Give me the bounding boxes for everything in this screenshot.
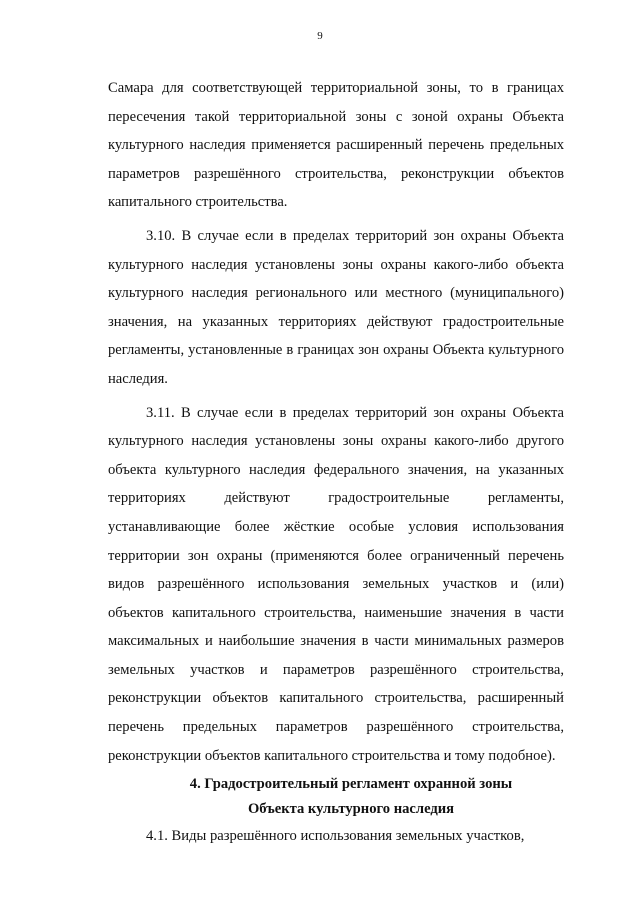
page-number: 9 bbox=[317, 30, 323, 42]
document-body bbox=[108, 74, 564, 851]
paragraph-continuation: Самара для соответствующей территориальной зоны, то в границах пересечения такой территориальной зоны с зоной охраны Объекта культурного наследия применяется расширенный перечень предельных параметров разрешённого строительства, реконструкции объектов капитального строительства. bbox=[108, 80, 564, 211]
section-heading bbox=[108, 772, 564, 822]
paragraph-3-11: 3.11. В случае если в пределах территорий зон охраны Объекта культурного наследия установлены зоны охраны какого-либо другого объекта культурного наследия федерального значения, на указанных территориях действуют градостроительные регламенты, устанавливающие более жёсткие особые условия использования территории зон охраны (применяются более ограниченный перечень видов разрешённого использования земельных участков и (или) объектов капитального строительства, наименьшие значения в части максимальных и наибольшие значения в части минимальных размеров земельных участков и параметров разрешённого строительства, реконструкции объектов капитального строительства, расширенный перечень предельных параметров разрешённого строительства, реконструкции объектов капитального строительства и тому подобное). bbox=[108, 404, 564, 764]
section-heading-line-2: Объекта культурного наследия bbox=[247, 801, 455, 818]
paragraph-3-10: 3.10. В случае если в пределах территорий зон охраны Объекта культурного наследия установлены зоны охраны какого-либо объекта культурного наследия регионального или местного (муниципального) значения, на указанных территориях действуют градостроительные регламенты, установленные в границах зон охраны Объекта культурного наследия. bbox=[108, 227, 564, 387]
section-heading-line-1: 4. Градостроительный регламент охранной зоны bbox=[189, 776, 513, 793]
paragraph-4-1: 4.1. Виды разрешённого использования земельных участков, bbox=[146, 828, 525, 845]
